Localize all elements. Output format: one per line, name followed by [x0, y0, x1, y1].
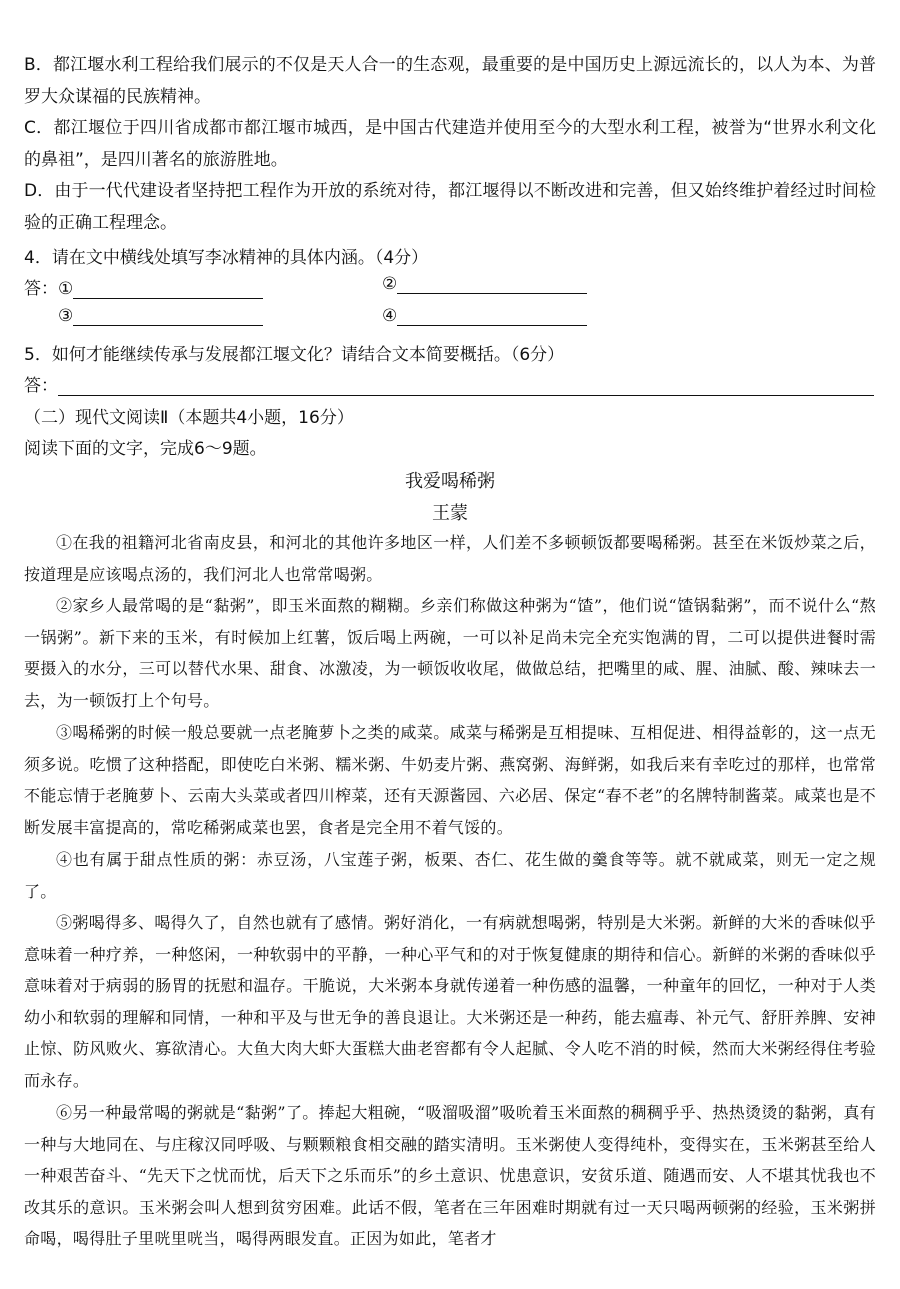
- article-title: 我爱喝稀粥: [405, 471, 495, 492]
- section-heading: （二）现代文阅读Ⅱ（本题共4小题，16分）: [24, 408, 354, 428]
- article-paragraph-3: ③喝稀粥的时候一般总要就一点老腌萝卜之类的咸菜。咸菜与稀粥是互相提味、互相促进、相得益彰的，这一点无须多说。吃惯了这种搭配，即使吃白米粥、糯米粥、牛奶麦片粥、燕窝粥、海鲜粥，如我后来有幸吃过的那样，也常常不能忘情于老腌萝卜、云南大头菜或者四川榨菜，还有天源酱园、六必居、保定“春不老”的名牌特制酱菜。咸菜也是不断发展丰富提高的，常吃稀粥咸菜也罢，食者是完全用不着气馁的。: [24, 723, 876, 837]
- question-4: 4．请在文中横线处填写李冰精神的具体内涵。（4分）: [24, 248, 429, 268]
- q4-answer-row-1: [24, 274, 263, 299]
- q4-blank-3[interactable]: [73, 307, 263, 326]
- article-paragraph-5: ⑤粥喝得多、喝得久了，自然也就有了感情。粥好消化，一有病就想喝粥，特别是大米粥。新鲜的大米的香味似乎意味着一种疗养，一种悠闲，一种软弱中的平静，一种心平气和的对于恢复健康的期待和信心。新鲜的米粥的香味似乎意味着对于病弱的肠胃的抚慰和温存。干脆说，大米粥本身就传递着一种伤感的温馨，一种童年的回忆，一种对于人类幼小和软弱的理解和同情，一种和平及与世无争的善良退让。大米粥还是一种药，能去瘟毒、补元气、舒肝养脾、安神止惊、防风败火、寡欲清心。大鱼大肉大虾大蛋糕大曲老窖都有令人起腻、令人吃不消的时候，然而大米粥经得住考验而永存。: [24, 913, 876, 1090]
- q5-answer-prefix: 答：: [24, 376, 58, 396]
- article-paragraph-6: ⑥另一种最常喝的粥就是“黏粥”了。捧起大粗碗，“吸溜吸溜”吸吮着玉米面熬的稠稠乎乎、热热烫烫的黏粥，真有一种与大地同在、与庄稼汉同呼吸、与颗颗粮食相交融的踏实清明。玉米粥使人变得纯朴，变得实在，玉米粥甚至给人一种艰苦奋斗、“先天下之忧而忧，后天下之乐而乐”的乡土意识、忧患意识，安贫乐道、随遇而安、人不堪其忧我也不改其乐的意识。玉米粥会叫人想到贫穷困难。此话不假，笔者在三年困难时期就有过一天只喝两顿粥的经验，玉米粥拼命喝，喝得肚子里咣里咣当，喝得两眼发直。正因为如此，笔者才: [24, 1103, 876, 1249]
- q4-marker-3: ③: [58, 306, 74, 326]
- q4-answer-row-2b: [382, 306, 587, 326]
- option-d: D．由于一代代建设者坚持把工程作为开放的系统对待，都江堰得以不断改进和完善，但又始终维护着经过时间检验的正确工程理念。: [24, 181, 876, 233]
- q4-answer-row-2: [58, 306, 263, 326]
- article-paragraph-4: ④也有属于甜点性质的粥：赤豆汤，八宝莲子粥，板栗、杏仁、花生做的羹食等等。就不就咸菜，则无一定之规了。: [24, 850, 876, 901]
- q5-answer-blank[interactable]: [58, 377, 874, 396]
- article-author: 王蒙: [432, 503, 468, 524]
- q4-blank-4[interactable]: [397, 307, 587, 326]
- option-b: B．都江堰水利工程给我们展示的不仅是天人合一的生态观，最重要的是中国历史上源远流长的，以人为本、为普罗大众谋福的民族精神。: [24, 55, 876, 107]
- q5-answer-row: [24, 371, 874, 396]
- option-c: C．都江堰位于四川省成都市都江堰市城西，是中国古代建造并使用至今的大型水利工程，被誉为“世界水利文化的鼻祖”，是四川著名的旅游胜地。: [24, 118, 876, 170]
- section-instruction: 阅读下面的文字，完成6～9题。: [24, 439, 267, 459]
- article-paragraph-1: ①在我的祖籍河北省南皮县，和河北的其他许多地区一样，人们差不多顿顿饭都要喝稀粥。甚至在米饭炒菜之后，按道理是应该喝点汤的，我们河北人也常常喝粥。: [24, 533, 876, 584]
- q4-marker-4: ④: [382, 306, 398, 326]
- q4-blank-2[interactable]: [397, 275, 587, 294]
- q4-answer-prefix: 答：: [24, 279, 58, 299]
- q4-blank-1[interactable]: [73, 280, 263, 299]
- question-5: 5．如何才能继续传承与发展都江堰文化？请结合文本简要概括。（6分）: [24, 345, 565, 365]
- article-paragraph-2: ②家乡人最常喝的是“黏粥”，即玉米面熬的糊糊。乡亲们称做这种粥为“馇”，他们说“馇锅黏粥”，而不说什么“熬一锅粥”。新下来的玉米，有时候加上红薯，饭后喝上两碗，一可以补足尚未完全充实饱满的胃，二可以提供进餐时需要摄入的水分，三可以替代水果、甜食、冰激凌，为一顿饭收收尾，做做总结，把嘴里的咸、腥、油腻、酸、辣味去一去，为一顿饭打上个句号。: [24, 596, 876, 710]
- q4-answer-row-1b: [382, 274, 587, 294]
- q4-marker-1: ①: [58, 279, 74, 299]
- q4-marker-2: ②: [382, 274, 398, 294]
